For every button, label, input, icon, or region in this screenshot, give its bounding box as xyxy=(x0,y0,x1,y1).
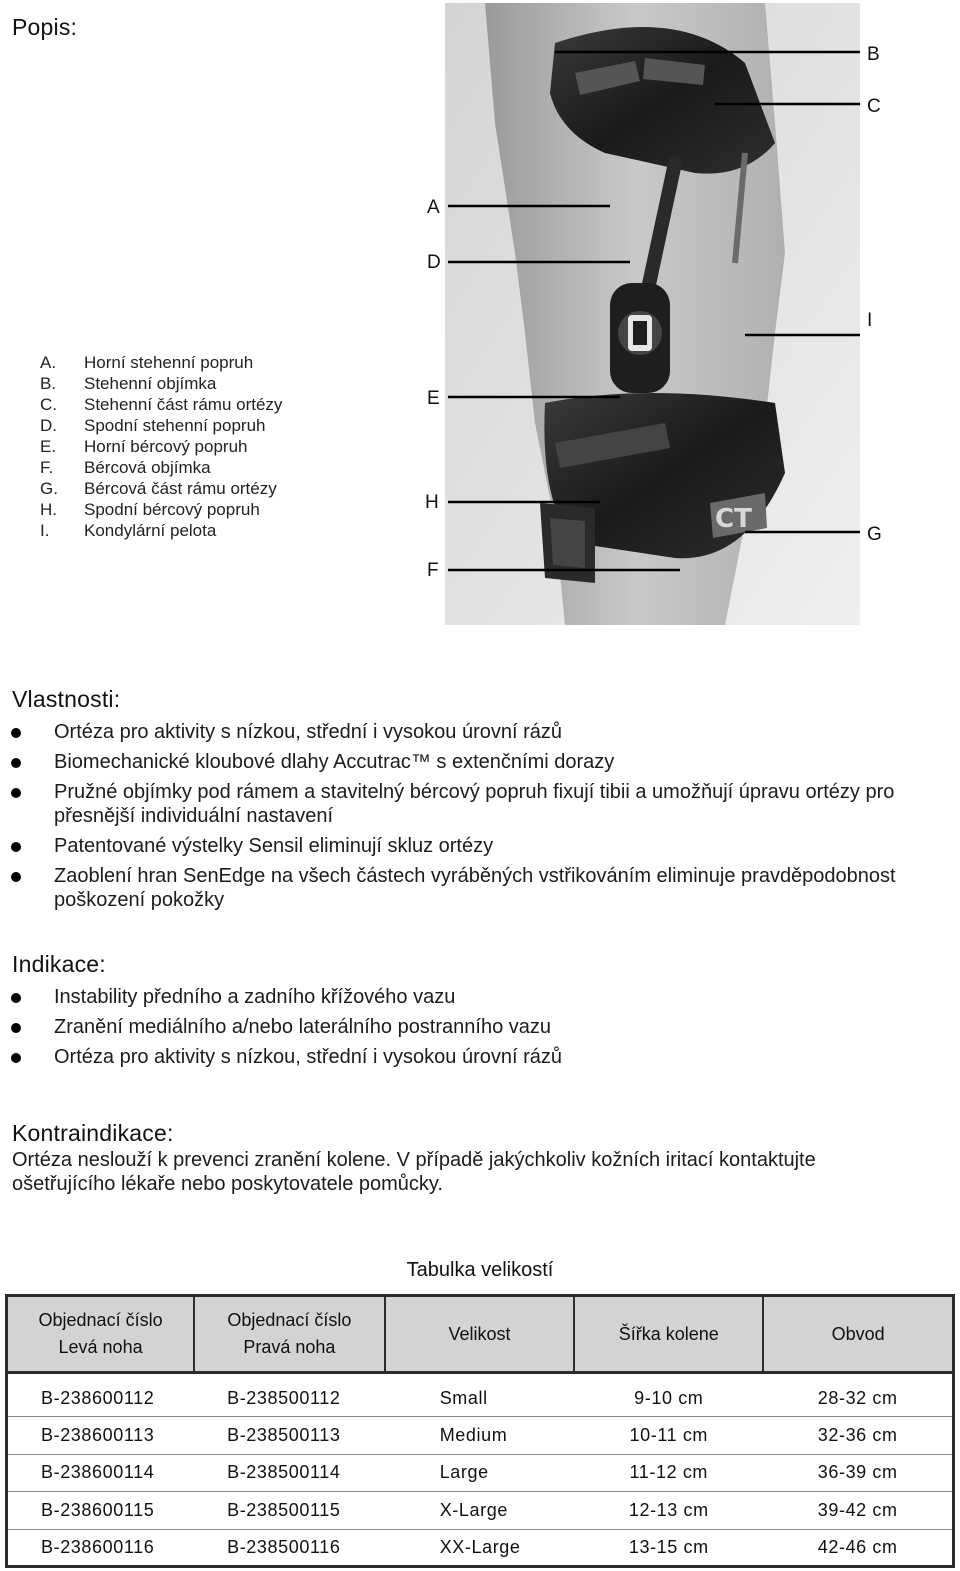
kontraindikace-text: Ortéza neslouží k prevenci zranění kolene. V případě jakýchkoliv kožních iritací kontaktujte ošetřujícího lékaře nebo poskytovatele pomůcky. xyxy=(12,1149,816,1195)
legend-item xyxy=(40,478,282,499)
list-item: Pružné objímky pod rámem a stavitelný bércový popruh fixují tibii a umožňují úpravu ortézy pro přesnější individuální nastavení xyxy=(10,780,940,828)
callout-label-a: A xyxy=(427,197,440,218)
bullet-icon xyxy=(11,788,21,798)
knee-brace-illustration xyxy=(445,3,860,625)
list-item: Patentované výstelky Sensil eliminují skluz ortézy xyxy=(10,834,940,858)
legend-item xyxy=(40,352,282,373)
parts-legend xyxy=(40,352,282,541)
callout-label-e: E xyxy=(427,388,440,409)
table-row: B-238600112 B-238500112 Small 9-10 cm 28-32 cm xyxy=(7,1373,954,1417)
legend-key: E. xyxy=(40,437,57,456)
legend-text: Bércová objímka xyxy=(84,458,211,477)
list-item: Ortéza pro aktivity s nízkou, střední i vysokou úrovní rázů xyxy=(10,1045,940,1069)
callout-label-f: F xyxy=(427,560,439,581)
legend-text: Horní bércový popruh xyxy=(84,437,248,456)
legend-item xyxy=(40,373,282,394)
list-item: Biomechanické kloubové dlahy Accutrac™ s extenčními dorazy xyxy=(10,750,940,774)
callout-label-i: I xyxy=(867,310,873,331)
list-item: Zaoblení hran SenEdge na všech částech vyráběných vstřikováním eliminuje pravděpodobnost poškození pokožky xyxy=(10,864,940,912)
table-row: B-238600113 B-238500113 Medium 10-11 cm 32-36 cm xyxy=(7,1417,954,1455)
callout-label-h: H xyxy=(425,492,439,513)
legend-item xyxy=(40,394,282,415)
knee-brace-photo xyxy=(445,3,860,625)
legend-text: Horní stehenní popruh xyxy=(84,353,254,372)
legend-text: Stehenní část rámu ortézy xyxy=(84,395,283,414)
legend-text: Spodní bércový popruh xyxy=(84,500,260,519)
legend-item xyxy=(40,520,282,541)
svg-text:CT: CT xyxy=(715,504,752,534)
header-right-order: Objednací číslo Pravá noha xyxy=(194,1296,385,1373)
bullet-icon xyxy=(11,872,21,882)
legend-text: Stehenní objímka xyxy=(84,374,217,393)
callout-label-c: C xyxy=(867,96,881,117)
bullet-icon xyxy=(11,1023,21,1033)
bullet-icon xyxy=(11,758,21,768)
legend-key: A. xyxy=(40,353,57,372)
legend-item xyxy=(40,436,282,457)
bullet-icon xyxy=(11,993,21,1003)
legend-item xyxy=(40,415,282,436)
list-item: Zranění mediálního a/nebo laterálního postranního vazu xyxy=(10,1015,940,1039)
table-row: B-238600115 B-238500115 X-Large 12-13 cm 39-42 cm xyxy=(7,1492,954,1530)
callout-label-d: D xyxy=(427,252,441,273)
table-title: Tabulka velikostí xyxy=(406,1259,554,1281)
legend-text: Kondylární pelota xyxy=(84,521,217,540)
legend-text: Bércová část rámu ortézy xyxy=(84,479,277,498)
vlastnosti-list xyxy=(10,720,940,918)
section-heading-popis: Popis: xyxy=(12,14,78,40)
table-row: B-238600116 B-238500116 XX-Large 13-15 cm 42-46 cm xyxy=(7,1529,954,1567)
bullet-icon xyxy=(11,842,21,852)
legend-key: F. xyxy=(40,458,54,477)
header-size: Velikost xyxy=(385,1296,575,1373)
header-circumference: Obvod xyxy=(763,1296,953,1373)
callout-label-g: G xyxy=(867,524,882,545)
legend-key: H. xyxy=(40,500,57,519)
section-heading-indikace: Indikace: xyxy=(12,951,106,977)
legend-key: C. xyxy=(40,395,57,414)
header-left-order: Objednací číslo Levá noha xyxy=(7,1296,195,1373)
header-knee-width: Šířka kolene xyxy=(574,1296,763,1373)
list-item: Instability předního a zadního křížového vazu xyxy=(10,985,940,1009)
table-header-row xyxy=(7,1296,954,1373)
size-table xyxy=(5,1294,955,1568)
indikace-list xyxy=(10,985,940,1075)
legend-item xyxy=(40,499,282,520)
legend-key: I. xyxy=(40,521,50,540)
table-row: B-238600114 B-238500114 Large 11-12 cm 36-39 cm xyxy=(7,1454,954,1492)
legend-key: D. xyxy=(40,416,57,435)
legend-key: B. xyxy=(40,374,57,393)
callout-label-b: B xyxy=(867,44,880,65)
bullet-icon xyxy=(11,1053,21,1063)
legend-text: Spodní stehenní popruh xyxy=(84,416,266,435)
list-item: Ortéza pro aktivity s nízkou, střední i vysokou úrovní rázů xyxy=(10,720,940,744)
bullet-icon xyxy=(11,728,21,738)
legend-item xyxy=(40,457,282,478)
section-heading-kontraindikace: Kontraindikace: xyxy=(12,1120,174,1146)
legend-key: G. xyxy=(40,479,58,498)
section-heading-vlastnosti: Vlastnosti: xyxy=(12,686,121,712)
